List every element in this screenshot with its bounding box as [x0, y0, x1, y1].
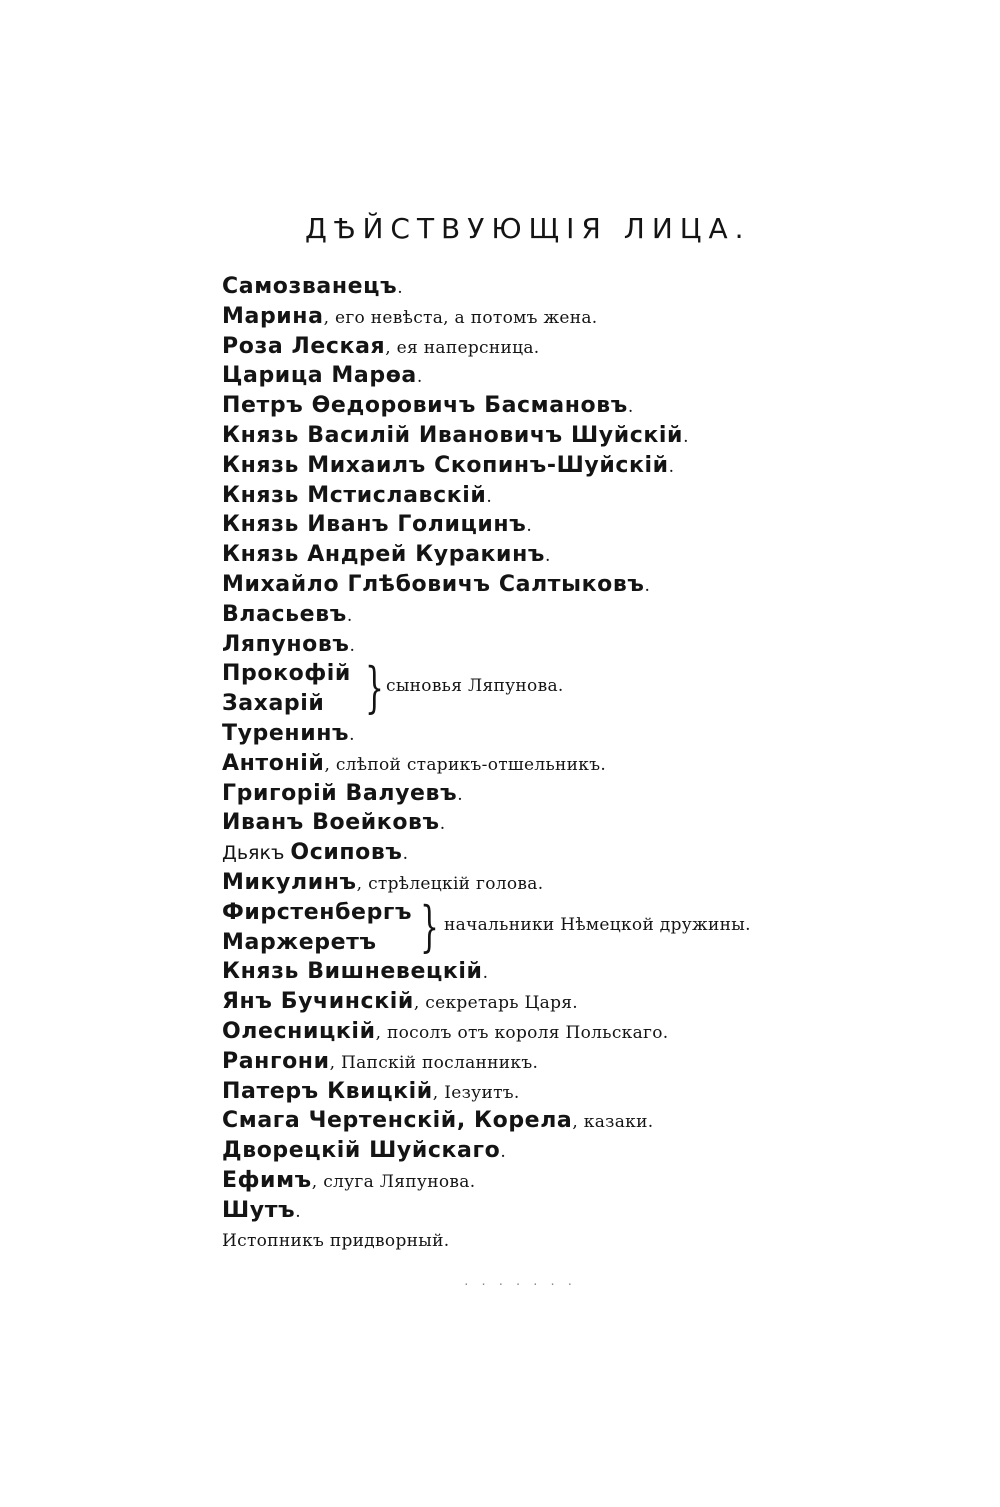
role-line — [222, 451, 689, 481]
role-line — [222, 272, 689, 302]
role-name: Прокофій — [222, 661, 351, 687]
role-description: . — [545, 546, 551, 567]
role-description: Истопникъ придворный. — [222, 1230, 450, 1251]
role-name: Янъ Бучинскій — [222, 989, 414, 1015]
role-name: Олесницкій — [222, 1018, 376, 1044]
role-description: . — [486, 486, 493, 507]
role-line — [222, 630, 689, 660]
role-line — [222, 838, 689, 868]
role-name: Туренинъ — [222, 720, 350, 746]
role-name: Князь Андрей Куракинъ — [222, 542, 545, 568]
role-description: , Папскій посланникъ. — [329, 1052, 539, 1073]
group-description: сыновья Ляпунова. — [386, 676, 564, 697]
role-prefix: Дьякъ — [222, 842, 291, 865]
role-description: , стрѣлецкій голова. — [356, 873, 544, 894]
role-description: , секретарь Царя. — [413, 993, 579, 1014]
group-description: начальники Нѣмецкой дружины. — [444, 914, 751, 935]
role-name: Патеръ Квицкій — [222, 1078, 433, 1104]
role-group-german-guard-chiefs — [222, 894, 751, 958]
role-name: Микулинъ — [222, 869, 357, 895]
role-description: . — [397, 278, 403, 298]
role-line — [222, 868, 689, 898]
brace-icon: } — [365, 656, 384, 720]
role-line — [222, 1106, 689, 1136]
role-name: Фирстенбергъ — [222, 899, 413, 925]
footer-mark: · · · · · · · — [463, 1278, 576, 1291]
role-line — [222, 957, 689, 987]
role-line — [222, 808, 689, 838]
role-name: Власьевъ — [222, 601, 347, 627]
role-description: . — [416, 367, 423, 388]
role-description: , казаки. — [572, 1112, 654, 1133]
role-name: Захарій — [222, 691, 325, 717]
role-description: , посолъ отъ короля Польскаго. — [375, 1022, 669, 1043]
role-name: Осиповъ — [290, 840, 403, 866]
role-line — [222, 570, 689, 600]
role-line — [222, 1166, 689, 1196]
role-line — [222, 361, 689, 391]
role-line — [222, 510, 689, 540]
role-description: . — [349, 635, 356, 656]
role-line — [222, 421, 689, 451]
role-description: . — [500, 1142, 507, 1163]
role-description: , ея наперсница. — [385, 337, 540, 358]
role-description: , Іезуитъ. — [432, 1082, 520, 1103]
role-description: . — [526, 516, 533, 537]
role-line — [222, 600, 689, 630]
role-description: . — [402, 844, 409, 865]
role-line — [222, 1196, 689, 1226]
role-description: . — [295, 1201, 301, 1222]
role-name: Князь Михаилъ Скопинъ-Шуйскій — [222, 452, 669, 478]
page-title: ДѢЙСТВУЮЩІЯ ЛИЦА. — [305, 212, 751, 245]
role-name: Князь Василій Ивановичъ Шуйскій — [222, 422, 684, 448]
role-description: . — [439, 814, 446, 835]
role-description: , его невѣста, а потомъ жена. — [323, 307, 598, 328]
role-name: Ляпуновъ — [222, 631, 350, 657]
role-line — [222, 332, 689, 362]
role-name: Марина — [222, 303, 324, 329]
role-description: , слуга Ляпунова. — [311, 1171, 476, 1192]
role-line — [222, 719, 689, 749]
role-line — [222, 1047, 689, 1077]
role-name: Ефимъ — [222, 1167, 312, 1193]
role-line — [222, 481, 689, 511]
role-name: Самозванецъ — [222, 274, 398, 299]
role-description: . — [683, 426, 689, 447]
role-line — [222, 540, 689, 570]
role-line — [222, 391, 689, 421]
role-description: . — [346, 605, 353, 626]
dramatis-personae-list — [222, 272, 751, 1255]
role-name: Шутъ — [222, 1197, 296, 1223]
role-name: Царица Марѳа — [222, 363, 417, 389]
role-line — [222, 1077, 689, 1107]
role-name: Князь Вишневецкій — [222, 959, 483, 985]
role-description: . — [457, 784, 463, 805]
role-line — [222, 302, 689, 332]
role-line — [222, 779, 689, 809]
role-line — [222, 1017, 689, 1047]
role-name: Маржеретъ — [222, 929, 377, 955]
role-description: . — [627, 397, 634, 418]
role-line — [222, 749, 689, 779]
role-name: Роза Леская — [222, 333, 386, 359]
role-description: . — [644, 575, 651, 596]
role-name: Смага Чертенскій, Корела — [222, 1108, 573, 1134]
role-name: Рангони — [222, 1048, 330, 1074]
role-name: Антоній — [222, 750, 325, 776]
role-line — [222, 1226, 689, 1256]
role-name: Дворецкій Шуйскаго — [222, 1138, 501, 1164]
role-group-lyapunov-sons — [222, 656, 689, 720]
role-line — [222, 1136, 689, 1166]
role-name: Петръ Ѳедоровичъ Басмановъ — [222, 393, 628, 419]
brace-icon: } — [420, 894, 439, 958]
role-description: . — [482, 963, 489, 984]
role-name: Князь Мстиславскій — [222, 482, 487, 508]
role-name: Григорій Валуевъ — [222, 780, 458, 806]
role-name: Михайло Глѣбовичъ Салтыковъ — [222, 571, 645, 597]
role-line — [222, 987, 689, 1017]
role-description: , слѣпой старикъ-отшельникъ. — [324, 754, 607, 775]
role-description: . — [668, 456, 675, 477]
role-name: Иванъ Воейковъ — [222, 810, 440, 836]
role-description: . — [349, 724, 355, 745]
role-name: Князь Иванъ Голицинъ — [222, 512, 527, 538]
